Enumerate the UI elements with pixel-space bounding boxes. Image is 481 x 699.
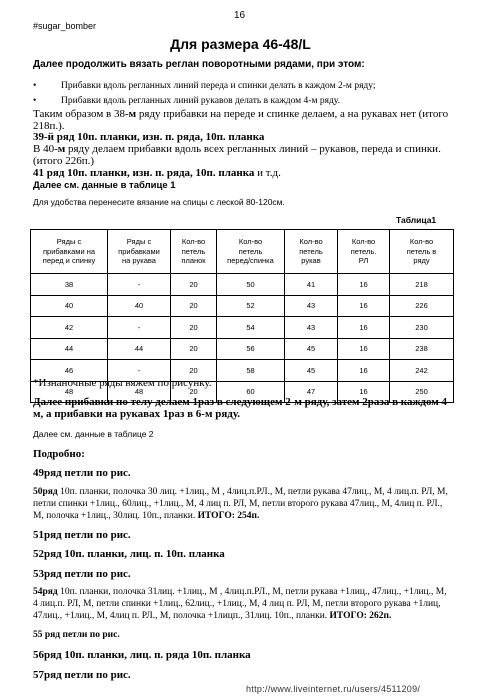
table-cell: 16 <box>338 360 390 382</box>
table-cell: 230 <box>390 317 454 339</box>
paragraph-1 <box>33 108 453 132</box>
table-cell: 250 <box>390 381 454 403</box>
header-line: Ряды с <box>56 237 82 247</box>
text-span-bold: 41 ряд 10п. планки, изн. п. ряда, 10п. планка <box>33 167 255 179</box>
see-table-2: Далее см. данные в таблице 2 <box>33 429 154 439</box>
table-cell: - <box>108 360 171 382</box>
text-span: и т.д. <box>254 167 281 179</box>
table-cell: 40 <box>31 295 108 317</box>
header-cell <box>217 230 285 274</box>
header-cell <box>338 230 390 274</box>
table-1-caption: Таблица1 <box>396 215 437 225</box>
row-53: 53ряд петли по рис. <box>33 568 131 580</box>
text-span: В 40- <box>33 143 58 155</box>
table-cell: 242 <box>390 360 454 382</box>
header-line: петель <box>299 246 323 256</box>
row-54 <box>33 586 453 622</box>
table-cell: 52 <box>217 295 285 317</box>
row-lead: 54ряд <box>33 587 58 597</box>
table-cell: 58 <box>217 360 285 382</box>
table-cell: 40 <box>108 295 171 317</box>
header-line: Кол-во <box>238 237 263 247</box>
table-cell: 54 <box>217 317 285 339</box>
table-cell: 48 <box>108 381 171 403</box>
table-header-row <box>31 230 454 274</box>
table-cell: 218 <box>390 274 454 296</box>
header-line: перед и спинку <box>42 256 96 266</box>
row-51: 51ряд петли по рис. <box>33 529 131 541</box>
table-row <box>31 317 454 339</box>
row-body: 10п. планки, полочка 30 лиц. +1лиц., М , 4лиц.п.РЛ., М, петли рукава 47лиц., М, 4 лиц.п. РЛ, М, петли спинки +1лиц., 60лиц., +1лиц., М, 4 лиц п. РЛ, М, петли второго рукава 47лиц., М, 4лиц п. РЛ., М, полочка +1лиц., 30лиц. 10п., планки. <box>33 487 448 521</box>
row-56: 56ряд 10п. планки, лиц. п. ряда 10п. планка <box>33 649 251 661</box>
table-cell: 48 <box>31 381 108 403</box>
table-cell: - <box>108 274 171 296</box>
header-line: Кол-во <box>299 237 323 247</box>
row-41 <box>33 167 453 179</box>
table-cell: - <box>108 317 171 339</box>
table-cell: 46 <box>31 360 108 382</box>
table-cell: 44 <box>108 338 171 360</box>
table-cell: 20 <box>171 360 217 382</box>
table-row <box>31 295 454 317</box>
header-line: ряду <box>413 256 430 266</box>
table-cell: 44 <box>31 338 108 360</box>
page-title: Для размера 46-48/L <box>170 36 311 52</box>
table-cell: 20 <box>171 295 217 317</box>
bullet-2 <box>33 96 453 106</box>
header-line: петель. <box>350 246 377 256</box>
table-cell: 20 <box>171 338 217 360</box>
text-span-bold: м <box>128 108 137 120</box>
header-line: петель <box>181 246 206 256</box>
header-line: РЛ <box>358 256 369 266</box>
header-line: Ряды с <box>126 237 152 247</box>
paragraph-3: Далее прибавки по телу делаем 1раз в следующем 2-м ряду, затем 2раза в каждом 4-м, а прибавки на рукавах 1раз в 6-м ряду. <box>33 396 451 420</box>
page-number: 16 <box>234 10 246 21</box>
table-cell: 20 <box>171 381 217 403</box>
row-lead: 50ряд <box>33 487 58 497</box>
header-line: планок <box>181 256 206 266</box>
table-cell: 45 <box>285 338 338 360</box>
header-cell <box>108 230 171 274</box>
row-body: 10п. планки, полочка 31лиц. +1лиц., М , 4лиц.п.РЛ., М, петли рукава +1лиц., 47лиц., +1лиц., М, 4 лиц.п. РЛ, М, петли спинки +1лиц., 62лиц., +1лиц., М, 4 лиц п. РЛ, М, петли второго рукава +1лиц, 47лиц., +1лиц., М, 4лиц п. РЛ., М, полочка +1лицп., 31лиц. 10п., планки. <box>33 587 447 621</box>
row-39: 39-й ряд 10п. планки, изн. п. ряда, 10п. планка <box>33 131 265 143</box>
bullet-dot: • <box>33 81 37 91</box>
row-52: 52ряд 10п. планки, лиц. п. 10п. планка <box>33 548 225 560</box>
header-line: рукав <box>301 256 321 266</box>
table-cell: 43 <box>285 295 338 317</box>
table-cell: 50 <box>217 274 285 296</box>
header-line: Кол-во <box>351 237 376 247</box>
header-line: перед/спинка <box>227 256 274 266</box>
table-cell: 56 <box>217 338 285 360</box>
intro-text: Далее продолжить вязать реглан поворотными рядами, при этом: <box>33 59 365 70</box>
row-total: ИТОГО: 262п. <box>329 611 392 621</box>
table-cell: 16 <box>338 338 390 360</box>
table-row <box>31 274 454 296</box>
footer-url[interactable]: http://www.liveinternet.ru/users/4511209/ <box>246 684 421 694</box>
table-cell: 60 <box>217 381 285 403</box>
table-cell: 38 <box>31 274 108 296</box>
header-line: петель в <box>406 246 437 256</box>
table-cell: 16 <box>338 317 390 339</box>
table-cell: 41 <box>285 274 338 296</box>
text-span: Таким образом в 38- <box>33 108 129 120</box>
row-57: 57ряд петли по рис. <box>33 669 131 681</box>
header-line: Кол-во <box>181 237 206 247</box>
table-cell: 43 <box>285 317 338 339</box>
header-line: Кол-во <box>409 237 434 247</box>
text-span-bold: м <box>57 143 66 155</box>
header-line: петель <box>238 246 263 256</box>
table-cell: 238 <box>390 338 454 360</box>
see-table-1: Далее см. данные в таблице 1 <box>33 180 176 191</box>
detailed-heading: Подробно: <box>33 448 85 460</box>
table-cell: 16 <box>338 381 390 403</box>
text-span: ряду прибавки на переде и спинке делаем, а на рукавах нет (итого 218п.). <box>33 108 449 132</box>
purl-note: *Изнаночные ряды вяжем по рисунку. <box>33 377 212 389</box>
header-cell <box>285 230 338 274</box>
table-cell: 20 <box>171 274 217 296</box>
bullet-dot: • <box>33 96 37 106</box>
table-cell: 20 <box>171 317 217 339</box>
header-line: прибавками <box>118 246 160 256</box>
row-49: 49ряд петли по рис. <box>33 467 131 479</box>
row-55: 55 ряд петли по рис. <box>33 630 120 640</box>
header-tag: #sugar_bomber <box>33 21 97 31</box>
table-cell: 226 <box>390 295 454 317</box>
header-cell <box>171 230 217 274</box>
table-cell: 47 <box>285 381 338 403</box>
bullet-text: Прибавки вдоль регланных линий переда и спинки делать в каждом 2-м ряду; <box>61 81 376 91</box>
table-cell: 16 <box>338 274 390 296</box>
bullet-1 <box>33 81 453 91</box>
table-cell: 45 <box>285 360 338 382</box>
header-cell <box>31 230 108 274</box>
table-row <box>31 338 454 360</box>
table-cell: 16 <box>338 295 390 317</box>
row-50 <box>33 486 453 522</box>
header-line: прибавками на <box>42 246 96 256</box>
header-cell <box>390 230 454 274</box>
bullet-text: Прибавки вдоль регланных линий рукавов делать в каждом 4-м ряду. <box>61 96 340 106</box>
convenience-note: Для удобства перенесите вязание на спицы с леской 80-120см. <box>33 197 285 207</box>
paragraph-2 <box>33 143 453 167</box>
text-span: ряду делаем прибавки вдоль всех регланных линий – рукавов, переда и спинки. (итого 226п.) <box>33 143 441 167</box>
row-total: ИТОГО: 254п. <box>197 511 260 521</box>
table-cell: 42 <box>31 317 108 339</box>
header-line: на рукава <box>122 256 156 266</box>
